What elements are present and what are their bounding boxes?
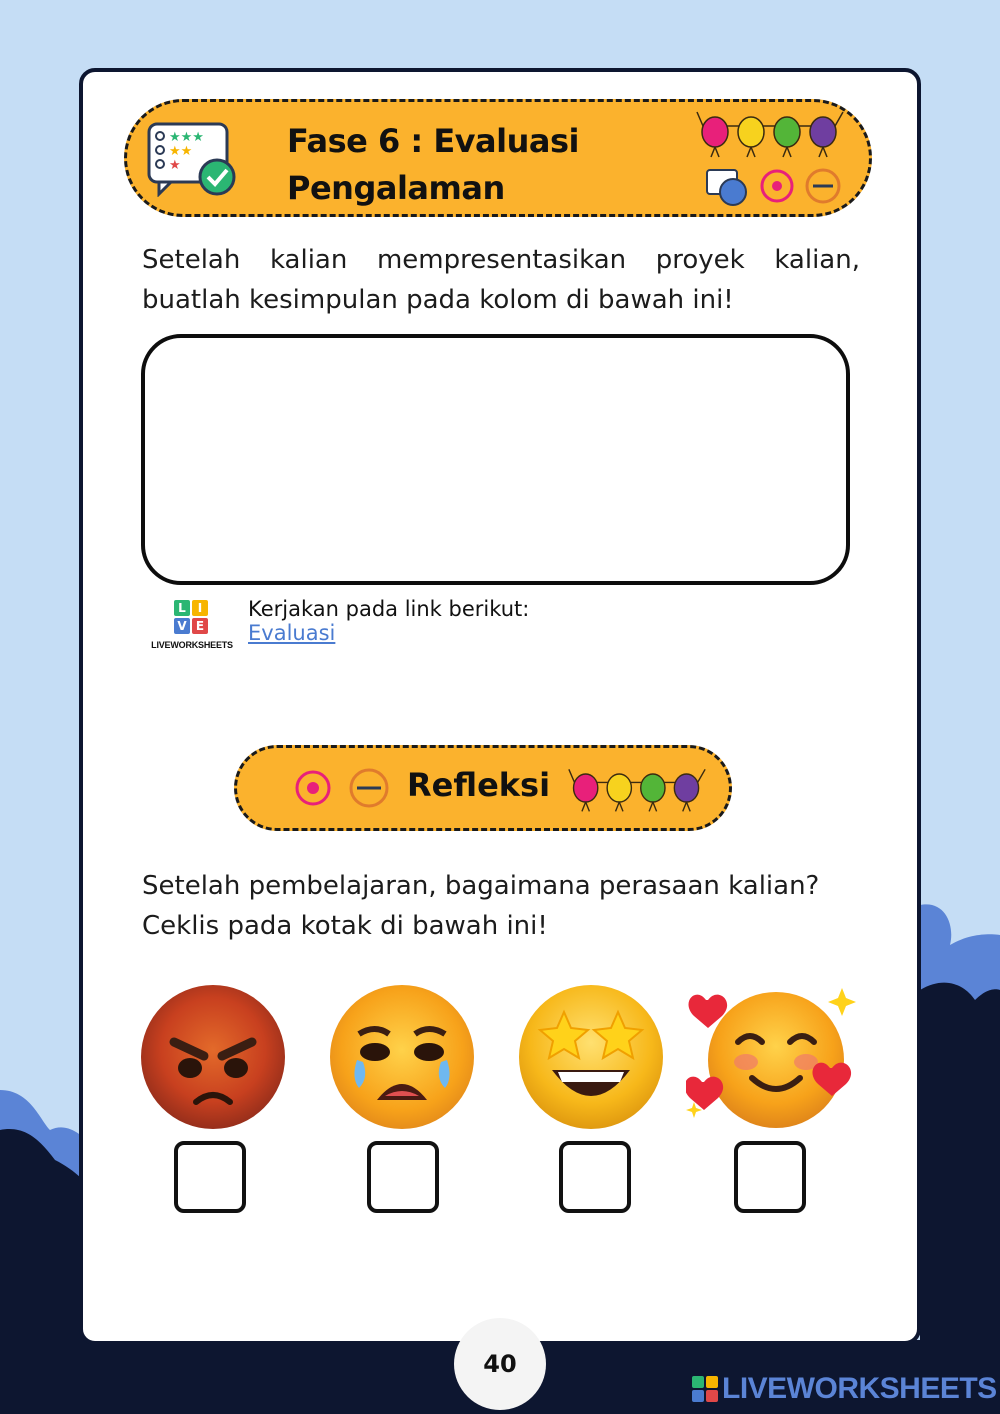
svg-text:★★: ★★ xyxy=(169,144,193,159)
svg-text:★: ★ xyxy=(169,158,181,173)
page-title: Fase 6 : Evaluasi Pengalaman xyxy=(287,122,579,207)
teamwork-icons xyxy=(705,164,845,208)
teamwork-icons xyxy=(291,764,391,812)
liveworksheets-logo-text: LIVEWORKSHEETS xyxy=(151,640,233,650)
svg-text:L: L xyxy=(178,601,186,615)
refleksi-instruction-line-1: Setelah pembelajaran, bagaimana perasaan kalian? xyxy=(142,871,820,901)
crying-face-icon xyxy=(327,982,477,1132)
header-banner xyxy=(124,99,872,217)
evaluation-instruction-line-2: buatlah kesimpulan pada kolom di bawah ini! xyxy=(142,285,734,315)
svg-text:E: E xyxy=(195,619,205,633)
liveworksheets-brand-icon xyxy=(692,1376,718,1402)
svg-text:★★★: ★★★ xyxy=(169,130,204,145)
checkbox-star-struck[interactable] xyxy=(559,1141,631,1213)
page-number: 40 xyxy=(454,1318,546,1410)
friends-holding-hands-icon xyxy=(695,106,845,158)
checkbox-angry[interactable] xyxy=(174,1141,246,1213)
star-struck-face-icon xyxy=(516,982,666,1132)
liveworksheets-logo xyxy=(146,598,238,652)
svg-text:I: I xyxy=(197,601,203,615)
refleksi-title: Refleksi xyxy=(407,766,551,804)
evaluation-instruction xyxy=(142,240,860,320)
link-label: Kerjakan pada link berikut: xyxy=(248,597,530,621)
footer-brand-text: LIVEWORKSHEETS xyxy=(722,1372,997,1405)
checkbox-hearts[interactable] xyxy=(734,1141,806,1213)
liveworksheets-logo-icon xyxy=(146,598,238,638)
evaluasi-link[interactable]: Evaluasi xyxy=(248,621,336,645)
rating-checklist-icon xyxy=(147,122,237,197)
refleksi-instruction-line-2: Ceklis pada kotak di bawah ini! xyxy=(142,911,548,941)
angry-face-icon xyxy=(138,982,288,1132)
conclusion-answer-box[interactable] xyxy=(141,334,850,585)
refleksi-instruction xyxy=(142,866,860,946)
refleksi-banner xyxy=(234,745,732,831)
friends-holding-hands-icon xyxy=(567,762,707,814)
smiling-face-with-hearts-icon xyxy=(686,982,862,1132)
evaluation-instruction-line-1: Setelah kalian mempresentasikan proyek kalian, xyxy=(142,245,860,275)
checkbox-crying[interactable] xyxy=(367,1141,439,1213)
svg-text:V: V xyxy=(177,619,187,633)
